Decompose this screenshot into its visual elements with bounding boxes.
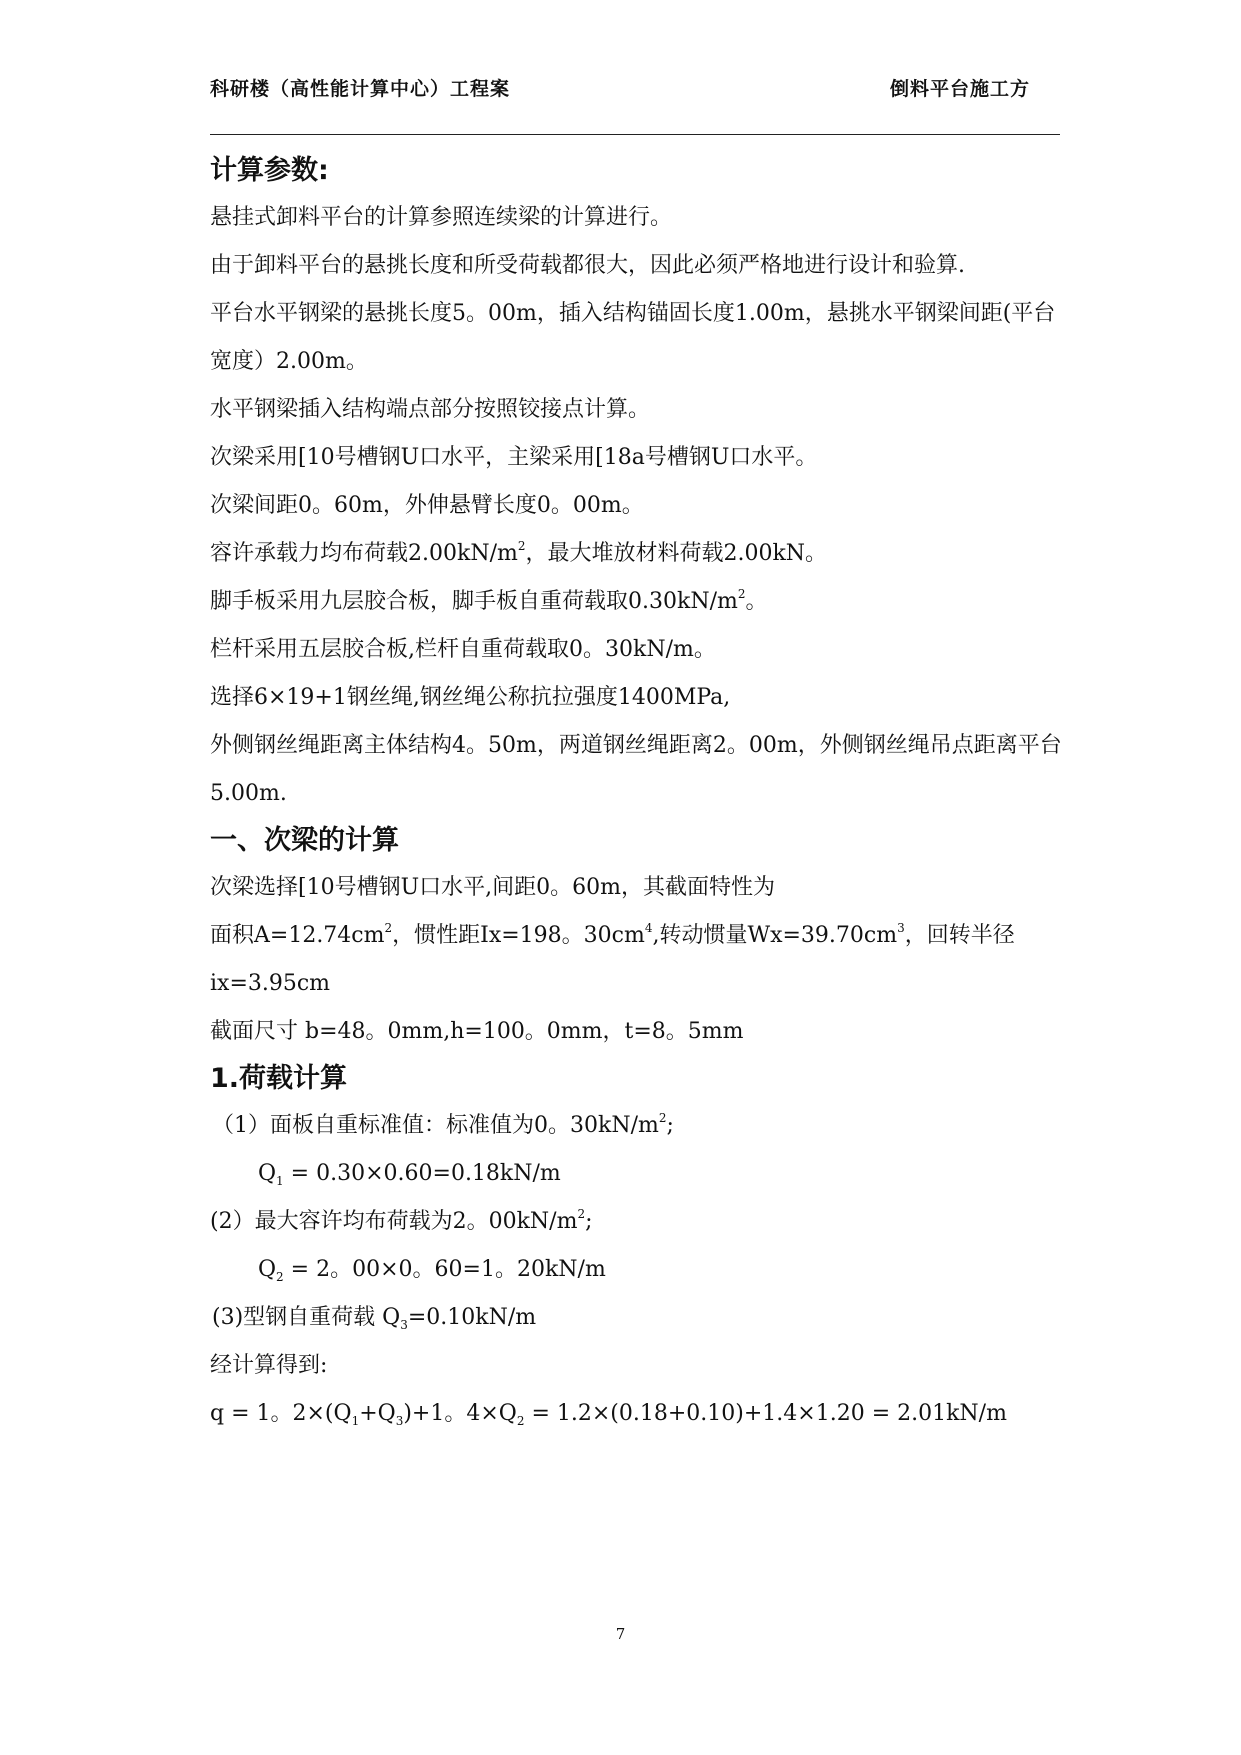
text: )+1。4×Q — [403, 1401, 517, 1426]
superscript: 2 — [517, 539, 526, 553]
superscript: 2 — [658, 1111, 667, 1125]
params-heading: 计算参数: — [210, 155, 329, 186]
text: = 0.30×0.60=0.18kN/m — [283, 1161, 561, 1186]
text: ，惯性距Ix=198。30cm — [392, 923, 645, 948]
subscript: 1 — [351, 1414, 360, 1428]
paragraph: ix=3.95cm — [210, 971, 331, 996]
formula — [210, 1150, 1065, 1198]
text: 脚手板采用九层胶合板，脚手板自重荷载取0.30kN/m — [210, 589, 738, 614]
paragraph: 悬挂式卸料平台的计算参照连续梁的计算进行。 — [210, 205, 673, 230]
text: = 2。00×0。60=1。20kN/m — [283, 1257, 606, 1282]
paragraph: 次梁选择[10号槽钢U口水平,间距0。60m，其截面特性为 — [210, 875, 775, 900]
paragraph — [210, 578, 1065, 626]
superscript: 2 — [384, 921, 393, 935]
formula — [210, 1390, 1065, 1438]
load-item — [210, 1294, 1065, 1342]
load-item — [210, 1198, 1065, 1246]
section-heading: 一、次梁的计算 — [210, 825, 399, 856]
paragraph — [210, 530, 1065, 578]
paragraph: 次梁采用[10号槽钢U口水平，主梁采用[18a号槽钢U口水平。 — [210, 445, 818, 470]
text: Q — [258, 1161, 277, 1186]
paragraph: 外侧钢丝绳距离主体结构4。50m，两道钢丝绳距离2。00m，外侧钢丝绳吊点距离平台5.00m. — [210, 733, 1062, 806]
subscript: 2 — [276, 1270, 284, 1284]
header-project-title: 科研楼（高性能计算中心）工程案 — [210, 78, 511, 100]
superscript: 3 — [897, 921, 905, 935]
text: q = 1。2×(Q — [210, 1401, 352, 1426]
text: =0.10kN/m — [407, 1305, 537, 1330]
text: 面积A=12.74cm — [210, 923, 385, 948]
paragraph: 选择6×19+1钢丝绳,钢丝绳公称抗拉强度1400MPa, — [210, 685, 731, 710]
page-header — [210, 74, 1060, 134]
superscript: 2 — [577, 1207, 586, 1221]
text: Q — [258, 1257, 277, 1282]
text: ; — [585, 1209, 593, 1234]
text: (2）最大容许均布荷载为2。00kN/m — [210, 1209, 578, 1234]
subsection-heading: 1.荷载计算 — [210, 1063, 348, 1094]
paragraph: 经计算得到: — [210, 1353, 328, 1378]
subscript: 2 — [516, 1414, 525, 1428]
text: ; — [666, 1113, 674, 1138]
text: ，回转半径 — [904, 923, 1015, 948]
subscript: 1 — [276, 1174, 284, 1188]
document-body — [210, 148, 1065, 1438]
subscript: 3 — [400, 1318, 408, 1332]
formula — [210, 1246, 1065, 1294]
paragraph: 次梁间距0。60m，外伸悬臂长度0。00m。 — [210, 493, 644, 518]
paragraph: 截面尺寸 b=48。0mm,h=100。0mm，t=8。5mm — [210, 1019, 744, 1044]
paragraph: 平台水平钢梁的悬挑长度5。00m，插入结构锚固长度1.00m，悬挑水平钢梁间距(平台宽度）2.00m。 — [210, 301, 1056, 374]
subscript: 3 — [395, 1414, 404, 1428]
header-divider — [210, 134, 1060, 135]
superscript: 4 — [644, 921, 653, 935]
paragraph: 栏杆采用五层胶合板,栏杆自重荷载取0。30kN/m。 — [210, 637, 716, 662]
superscript: 2 — [737, 587, 746, 601]
header-doc-title: 倒料平台施工方 — [889, 78, 1030, 100]
text: （1）面板自重标准值：标准值为0。30kN/m — [212, 1113, 659, 1138]
page-number: 7 — [615, 1625, 626, 1643]
load-item — [210, 1102, 1065, 1150]
text: 容许承载力均布荷载2.00kN/m — [210, 541, 518, 566]
paragraph: 由于卸料平台的悬挑长度和所受荷载都很大，因此必须严格地进行设计和验算. — [210, 253, 965, 278]
text: ,转动惯量Wx=39.70cm — [652, 923, 898, 948]
text: ，最大堆放材料荷载2.00kN。 — [525, 541, 828, 566]
text: (3)型钢自重荷载 Q — [212, 1305, 401, 1330]
paragraph: 水平钢梁插入结构端点部分按照铰接点计算。 — [210, 397, 651, 422]
text: = 1.2×(0.18+0.10)+1.4×1.20 = 2.01kN/m — [524, 1401, 1007, 1426]
text: 。 — [745, 589, 768, 614]
text: +Q — [359, 1401, 396, 1426]
paragraph — [210, 912, 1065, 960]
